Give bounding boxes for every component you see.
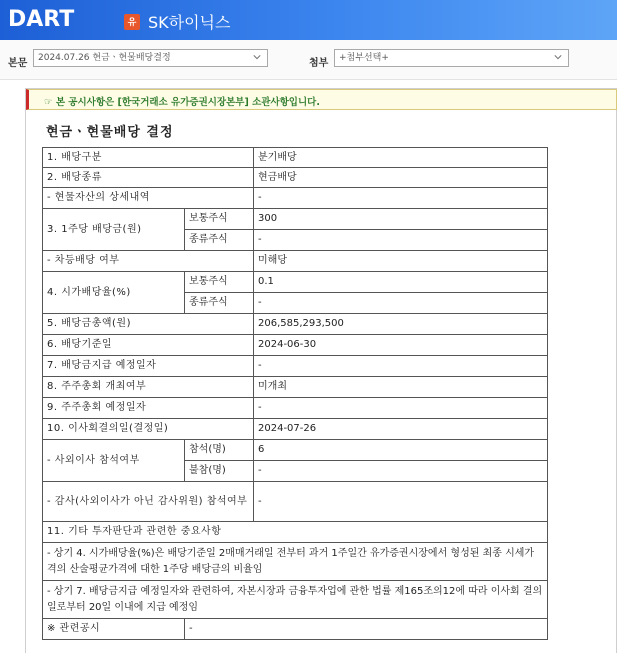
logo-text: DART xyxy=(8,6,75,32)
row-value: 206,585,293,500 xyxy=(254,314,548,335)
row-label: 6. 배당기준일 xyxy=(43,335,254,356)
row-label: - 차등배당 여부 xyxy=(43,251,254,272)
table-row xyxy=(43,543,548,581)
row-label: 1. 배당구분 xyxy=(43,148,254,168)
row-value: 미개최 xyxy=(254,377,548,398)
chevron-down-icon xyxy=(554,53,562,61)
row-value: 2024-06-30 xyxy=(254,335,548,356)
table-row xyxy=(43,440,548,461)
row-label: 10. 이사회결의일(결정일) xyxy=(43,419,254,440)
row-value: - xyxy=(185,619,548,640)
row-label: 9. 주주총회 예정일자 xyxy=(43,398,254,419)
row-value: - xyxy=(254,461,548,482)
row-label: - 사외이사 참석여부 xyxy=(43,440,185,482)
row-label: - 감사(사외이사가 아닌 감사위원) 참석여부 xyxy=(43,482,254,522)
table-row xyxy=(43,356,548,377)
table-row xyxy=(43,419,548,440)
company-name: SK하이닉스 xyxy=(148,13,231,32)
row-value: 0.1 xyxy=(254,272,548,293)
row-value: 6 xyxy=(254,440,548,461)
row-value: - xyxy=(254,230,548,251)
row-value: 현금배당 xyxy=(254,168,548,188)
body-select-value: 2024.07.26 현금ㆍ현물배당결정 xyxy=(38,53,171,63)
row-value: 미해당 xyxy=(254,251,548,272)
chevron-down-icon xyxy=(253,53,261,61)
row-label: 8. 주주총회 개최여부 xyxy=(43,377,254,398)
body-select[interactable] xyxy=(33,49,268,67)
notice-banner xyxy=(26,89,617,110)
table-row xyxy=(43,581,548,619)
table-row xyxy=(43,272,548,293)
table-row xyxy=(43,251,548,272)
row-sublabel: 참석(명) xyxy=(185,440,254,461)
note-text: - 상기 4. 시가배당율(%)은 배당기준일 2매매거래일 전부터 과거 1주일간 유가증권시장에서 형성된 최종 시세가격의 산술평균가격에 대한 1주당 배당금의 비율임 xyxy=(43,543,548,581)
market-badge: 유 xyxy=(124,14,140,30)
row-label: - 현물자산의 상세내역 xyxy=(43,188,254,209)
row-label: 3. 1주당 배당금(원) xyxy=(43,209,185,251)
note-text: - 상기 7. 배당금지급 예정일자와 관련하여, 자본시장과 금융투자업에 관한 법률 제165조의12에 따라 이사회 결의일로부터 20일 이내에 지급 예정임 xyxy=(43,581,548,619)
table-row xyxy=(43,188,548,209)
table-row xyxy=(43,335,548,356)
row-label: ※ 관련공시 xyxy=(43,619,185,640)
row-value: - xyxy=(254,398,548,419)
table-row xyxy=(43,482,548,522)
table-row xyxy=(43,522,548,543)
row-value: 2024-07-26 xyxy=(254,419,548,440)
company-title xyxy=(124,10,230,33)
row-value: - xyxy=(254,482,548,522)
table-row xyxy=(43,314,548,335)
row-label: 7. 배당금지급 예정일자 xyxy=(43,356,254,377)
row-value: 분기배당 xyxy=(254,148,548,168)
table-row xyxy=(43,209,548,230)
attach-label: 첨부 xyxy=(309,58,329,69)
row-sublabel: 종류주식 xyxy=(185,230,254,251)
attach-select[interactable] xyxy=(334,49,569,67)
row-value: 300 xyxy=(254,209,548,230)
row-sublabel: 보통주식 xyxy=(185,209,254,230)
table-row xyxy=(43,168,548,188)
table-row xyxy=(43,148,548,168)
row-label: 2. 배당종류 xyxy=(43,168,254,188)
body-label: 본문 xyxy=(8,58,28,69)
notice-text: ☞ 본 공시사항은 [한국거래소 유가증권시장본부] 소관사항입니다. xyxy=(44,97,320,108)
dividend-table xyxy=(42,147,548,640)
table-row xyxy=(43,619,548,640)
table-row xyxy=(43,398,548,419)
dart-logo[interactable] xyxy=(8,6,74,32)
table-row xyxy=(43,377,548,398)
row-sublabel: 보통주식 xyxy=(185,272,254,293)
row-label: 4. 시가배당율(%) xyxy=(43,272,185,314)
row-label: 11. 기타 투자판단과 관련한 중요사항 xyxy=(43,522,548,543)
document-toolbar xyxy=(0,40,617,80)
row-value: - xyxy=(254,293,548,314)
app-header xyxy=(0,0,617,40)
row-value: - xyxy=(254,356,548,377)
attach-select-value: +첨부선택+ xyxy=(339,53,389,63)
row-sublabel: 종류주식 xyxy=(185,293,254,314)
row-label: 5. 배당금총액(원) xyxy=(43,314,254,335)
row-value: - xyxy=(254,188,548,209)
document-title: 현금ㆍ현물배당 결정 xyxy=(46,125,174,140)
row-sublabel: 불참(명) xyxy=(185,461,254,482)
